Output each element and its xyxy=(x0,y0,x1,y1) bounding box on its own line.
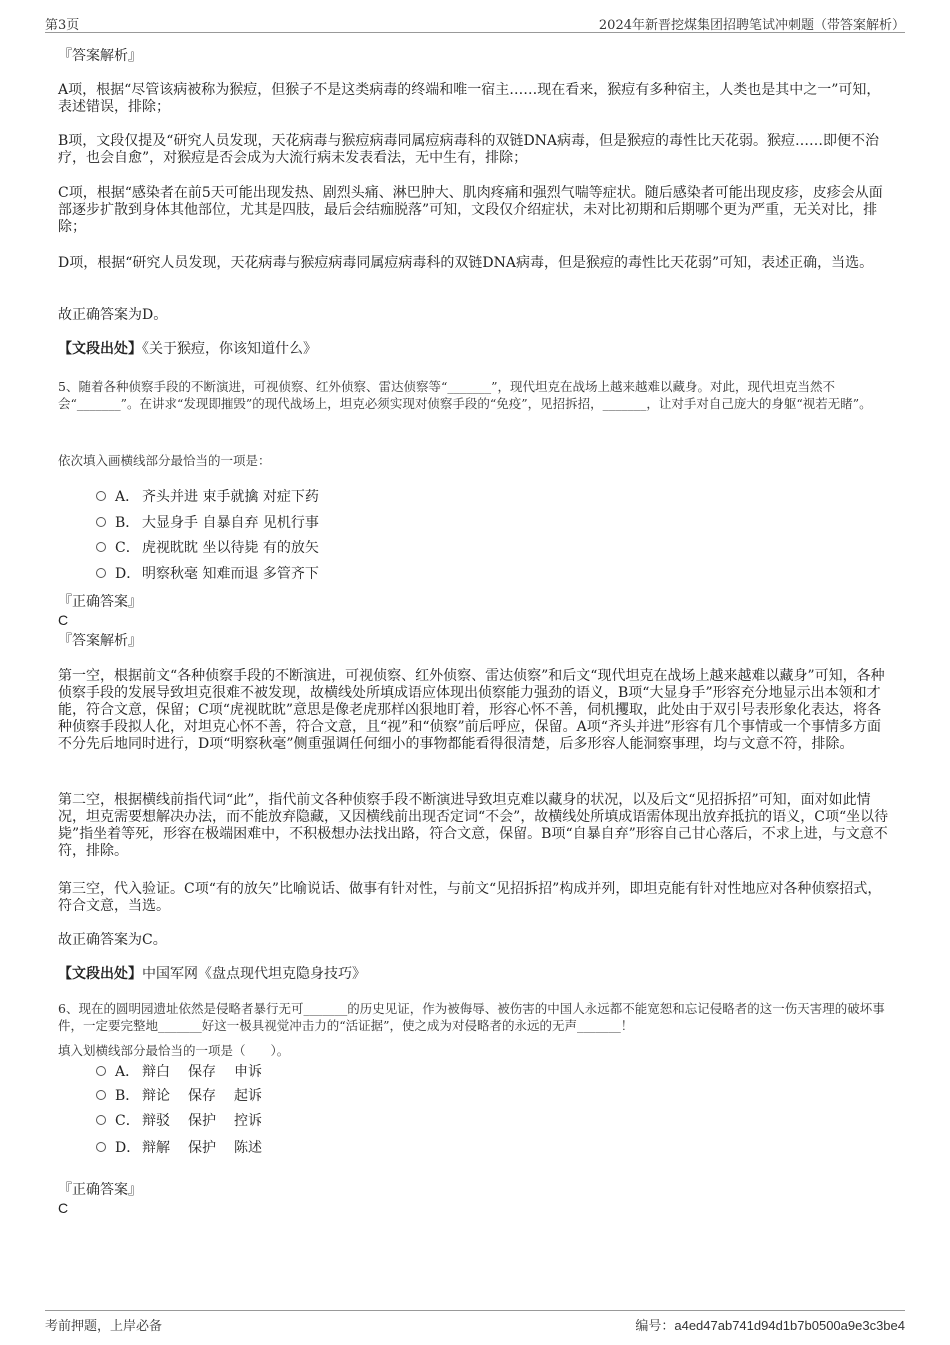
option-c[interactable]: C． 辩驳 保护 控诉 xyxy=(96,1113,280,1130)
question-5-prompt: 依次填入画横线部分最恰当的一项是： xyxy=(58,453,271,468)
option-b[interactable]: B． 辩论 保存 起诉 xyxy=(96,1088,280,1105)
analysis-option-d: D项，根据“研究人员发现，天花病毒与猴痘病毒同属痘病毒科的双链DNA病毒，但是猴痘的毒性比天花弱”可知，表述正确，当选。 xyxy=(58,255,874,271)
radio-icon[interactable] xyxy=(96,1115,106,1125)
radio-icon[interactable] xyxy=(96,1142,106,1152)
option-b[interactable]: B． 大显身手 自暴自弃 见机行事 xyxy=(96,515,319,532)
source-text: 《关于猴痘，你该知道什么》 xyxy=(142,341,317,357)
radio-icon[interactable] xyxy=(96,1090,106,1100)
answer-conclusion: 故正确答案为D。 xyxy=(58,307,168,323)
radio-icon[interactable] xyxy=(96,568,106,578)
source-label: 【文段出处】 xyxy=(58,341,142,357)
page-header xyxy=(45,10,905,33)
analysis-paragraph-3: 第三空，代入验证。C项“有的放矢”比喻说话、做事有针对性，与前文“见招拆招”构成并列，即坦克能有针对性地应对各种侦察招式，符合文意，当选。 xyxy=(58,881,882,914)
document-title: 2024年新晋挖煤集团招聘笔试冲刺题（带答案解析） xyxy=(598,18,905,33)
question-5-stem: 5、随着各种侦察手段的不断演进，可视侦察、红外侦察、雷达侦察等“_______”，现代坦克在战场上越来越难以藏身。对此，现代坦克当然不会“_______”。在讲求“发现即摧毁”的现代战场上，坦克必须实现对侦察手段的“免疫”，见招拆招，_______，让对手对自己庞大的身躯“视若无睹”。 xyxy=(58,379,872,411)
radio-icon[interactable] xyxy=(96,491,106,501)
source-line xyxy=(58,966,894,983)
source-text: 中国军网《盘点现代坦克隐身技巧》 xyxy=(142,966,366,982)
option-d[interactable]: D． 辩解 保护 陈述 xyxy=(96,1140,280,1157)
source-line xyxy=(58,341,894,358)
analysis-label: 『答案解析』 xyxy=(58,633,142,649)
analysis-paragraph-2: 第二空，根据横线前指代词“此”，指代前文各种侦察手段不断演进导致坦克难以藏身的状况，以及后文“见招拆招”可知，面对如此情况，坦克需要想解决办法，而不能放弃隐藏，又因横线前出现否定词“不会”，故横线处所填成语需体现出放弃抵抗的语义，C项“坐以待毙”指坐着等死，形容在极端困难中，不积极想办法找出路，符合文意，保留。B项“自暴自弃”形容自己甘心落后，不求上进，与文意不符，排除。 xyxy=(58,792,889,859)
option-a[interactable]: A． 辩白 保存 申诉 xyxy=(96,1064,280,1081)
analysis-option-b: B项，文段仅提及“研究人员发现，天花病毒与猴痘病毒同属痘病毒科的双链DNA病毒，但是猴痘的毒性比天花弱。猴痘……即便不治疗，也会自愈”，对猴痘是否会成为大流行病未发表看法，无中生有，排除； xyxy=(58,133,880,166)
correct-answer: C xyxy=(58,612,69,628)
footer-slogan: 考前押题，上岸必备 xyxy=(45,1319,163,1334)
option-c[interactable]: C． 虎视眈眈 坐以待毙 有的放矢 xyxy=(96,540,319,557)
option-d[interactable]: D． 明察秋毫 知难而退 多管齐下 xyxy=(96,566,319,583)
analysis-paragraph-1: 第一空，根据前文“各种侦察手段的不断演进，可视侦察、红外侦察、雷达侦察”和后文“现代坦克在战场上越来越难以藏身”可知，各种侦察手段的发展导致坦克很难不被发现，故横线处所填成语应体现出侦察能力强劲的语义，B项“大显身手”形容充分地显示出本领和才能，符合文意，保留；C项“虎视眈眈”意思是像老虎那样凶狠地盯着，形容心怀不善，伺机攫取，此处由于双引号表形象化表达，将各种侦察手段拟人化，对坦克心怀不善，符合文意，且“视”和“侦察”前后呼应，保留。A项“齐头并进”形容有几个事情或一个事情多方面不分先后地同时进行，D项“明察秋毫”侧重强调任何细小的事物都能看得很清楚，后多形容人能洞察事理，均与文意不符，排除。 xyxy=(58,668,885,752)
correct-answer-label: 『正确答案』 xyxy=(58,1182,142,1198)
radio-icon[interactable] xyxy=(96,1066,106,1076)
analysis-label: 『答案解析』 xyxy=(58,48,142,64)
source-label: 【文段出处】 xyxy=(58,966,142,982)
analysis-option-c: C项，根据“感染者在前5天可能出现发热、剧烈头痛、淋巴肿大、肌肉疼痛和强烈气喘等症状。随后感染者可能出现皮疹，皮疹会从面部逐步扩散到身体其他部位，尤其是四肢，最后会结痂脱落”可知，文段仅介绍症状，未对比初期和后期哪个更为严重，无关对比，排除； xyxy=(58,185,883,235)
correct-answer-label: 『正确答案』 xyxy=(58,594,142,610)
radio-icon[interactable] xyxy=(96,542,106,552)
option-a[interactable]: A． 齐头并进 束手就擒 对症下药 xyxy=(96,489,319,506)
question-6-stem: 6、现在的圆明园遗址依然是侵略者暴行无可_______的历史见证，作为被侮辱、被伤害的中国人永远都不能宽恕和忘记侵略者的这一伤天害理的破坏事件，一定要完整地_______好这一极具视觉冲击力的“活证据”，使之成为对侵略者的永远的无声_______！ xyxy=(58,1001,885,1033)
answer-conclusion: 故正确答案为C。 xyxy=(58,932,167,948)
page-number: 第3页 xyxy=(45,18,80,33)
question-6-prompt: 填入划横线部分最恰当的一项是（ ）。 xyxy=(58,1043,290,1058)
radio-icon[interactable] xyxy=(96,517,106,527)
document-code: 编号：a4ed47ab741d94d1b7b0500a9e3c3be4 xyxy=(635,1318,905,1334)
page-footer xyxy=(45,1310,905,1333)
analysis-option-a: A项，根据“尽管该病被称为猴痘，但猴子不是这类病毒的终端和唯一宿主……现在看来，猴痘有多种宿主，人类也是其中之一”可知，表述错误，排除； xyxy=(58,82,881,115)
correct-answer: C xyxy=(58,1200,69,1216)
